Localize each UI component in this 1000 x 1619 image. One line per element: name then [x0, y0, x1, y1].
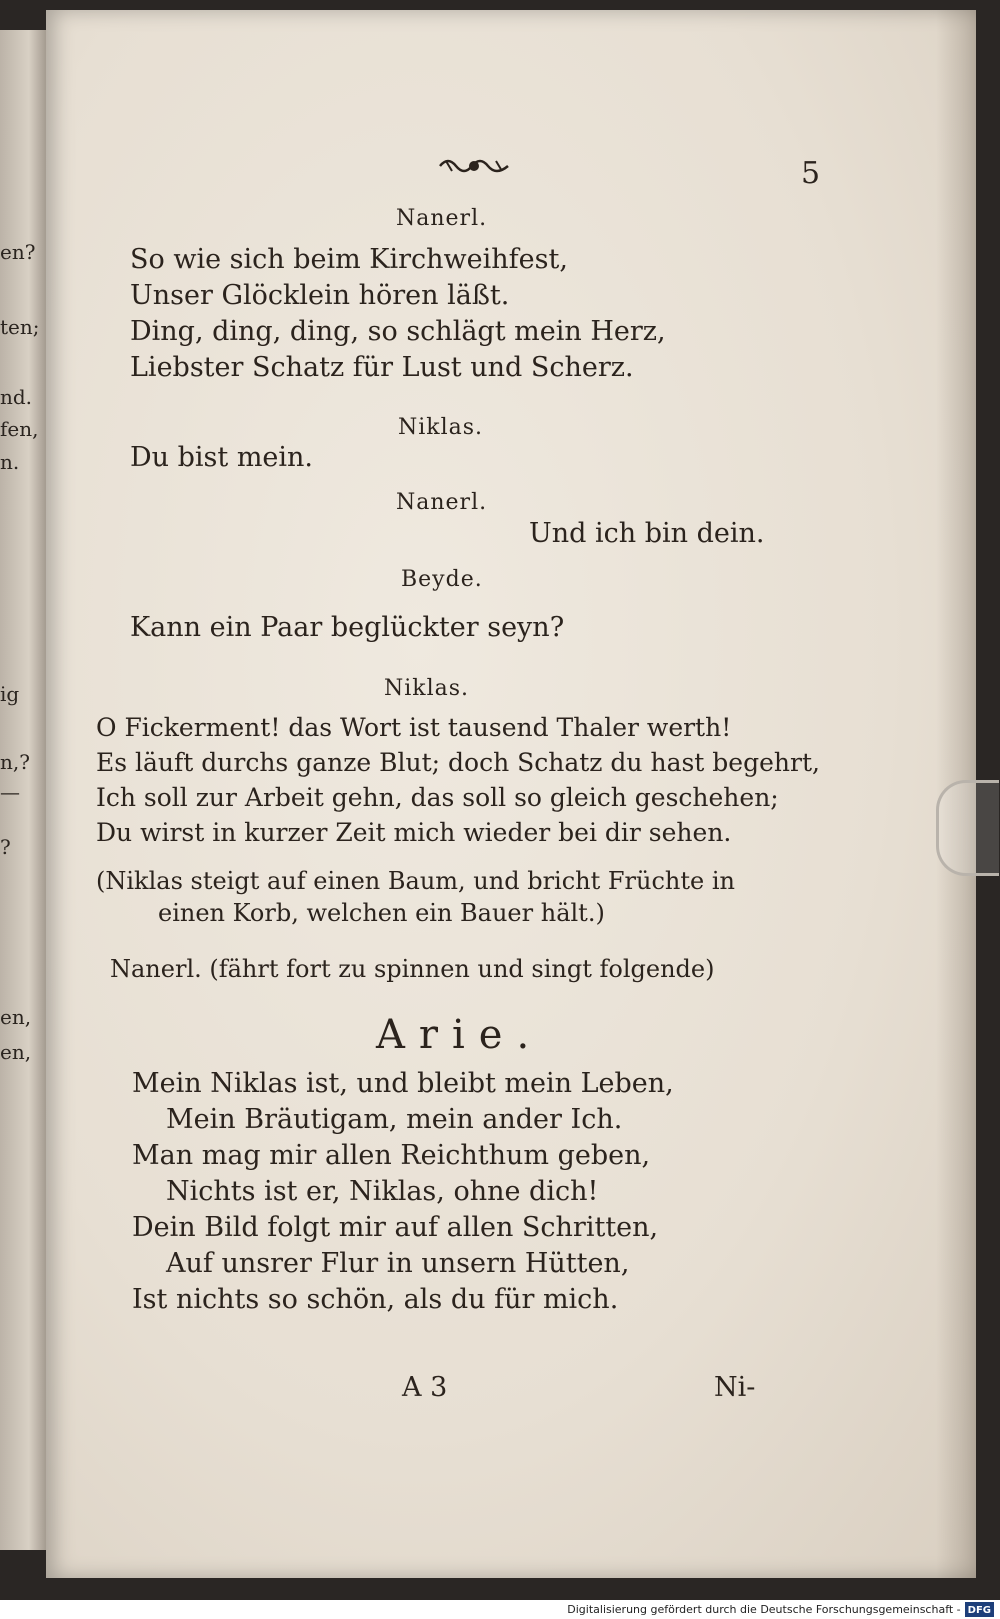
speaker-niklas: Niklas.: [398, 415, 484, 440]
left-fragment: ten;: [0, 315, 40, 339]
speaker-niklas: Niklas.: [384, 676, 470, 701]
speaker-nanerl: Nanerl.: [396, 206, 488, 231]
left-fragment: en?: [0, 240, 36, 264]
verse-line: Unser Glöcklein hören läßt.: [130, 280, 510, 311]
aria-line: Nichts ist er, Niklas, ohne dich!: [166, 1176, 599, 1207]
page-clip: [936, 780, 999, 876]
verse-line: Liebster Schatz für Lust und Scherz.: [130, 352, 634, 383]
verse-line: Und ich bin dein.: [529, 518, 765, 549]
verse-line: Kann ein Paar beglückter seyn?: [130, 612, 565, 643]
aria-line: Dein Bild folgt mir auf allen Schritten,: [132, 1212, 659, 1243]
aria-line: Ist nichts so schön, als du für mich.: [132, 1284, 619, 1315]
verse-line: Es läuft durchs ganze Blut; doch Schatz du hast begehrt,: [96, 748, 820, 777]
left-fragment: en,: [0, 1040, 32, 1064]
left-fragment: fen,: [0, 417, 39, 441]
verse-line: Ich soll zur Arbeit gehn, das soll so gleich geschehen;: [96, 783, 779, 812]
aria-line: Auf unsrer Flur in unsern Hütten,: [166, 1248, 630, 1279]
left-fragment: nd.: [0, 385, 33, 409]
verse-line: O Fickerment! das Wort ist tausend Thaler werth!: [96, 713, 732, 742]
left-fragment: ?: [0, 835, 11, 859]
left-fragment: n,?: [0, 750, 30, 774]
stage-direction-nanerl: Nanerl. (fährt fort zu spinnen und singt folgende): [110, 955, 715, 983]
left-fragment: —: [0, 780, 20, 804]
speaker-beyde: Beyde.: [401, 567, 483, 592]
verse-line: Ding, ding, ding, so schlägt mein Herz,: [130, 316, 666, 347]
left-page-margin: [0, 30, 48, 1550]
page-number: 5: [801, 156, 821, 191]
speaker-nanerl: Nanerl.: [396, 490, 488, 515]
left-fragment: n.: [0, 450, 20, 474]
dfg-logo: DFG: [965, 1602, 994, 1617]
verse-line: Du wirst in kurzer Zeit mich wieder bei dir sehen.: [96, 818, 732, 847]
aria-line: Mein Niklas ist, und bleibt mein Leben,: [132, 1068, 674, 1099]
stage-direction: einen Korb, welchen ein Bauer hält.): [158, 899, 605, 927]
left-fragment: ig: [0, 682, 20, 706]
catchword: Ni-: [714, 1372, 756, 1403]
stage-direction: (Niklas steigt auf einen Baum, und bricht Früchte in: [96, 867, 735, 895]
aria-line: Man mag mir allen Reichthum geben,: [132, 1140, 651, 1171]
left-fragment: en,: [0, 1005, 32, 1029]
aria-line: Mein Bräutigam, mein ander Ich.: [166, 1104, 623, 1135]
printer-ornament-icon: [438, 153, 510, 179]
digitization-footer: [0, 1600, 1000, 1619]
footer-text: Digitalisierung gefördert durch die Deutsche Forschungsgemeinschaft -: [567, 1603, 961, 1616]
signature-mark: A 3: [402, 1372, 448, 1403]
verse-line: So wie sich beim Kirchweihfest,: [130, 244, 568, 275]
aria-heading: Arie.: [376, 1012, 544, 1058]
book-page: [46, 10, 976, 1578]
verse-line: Du bist mein.: [130, 442, 314, 473]
